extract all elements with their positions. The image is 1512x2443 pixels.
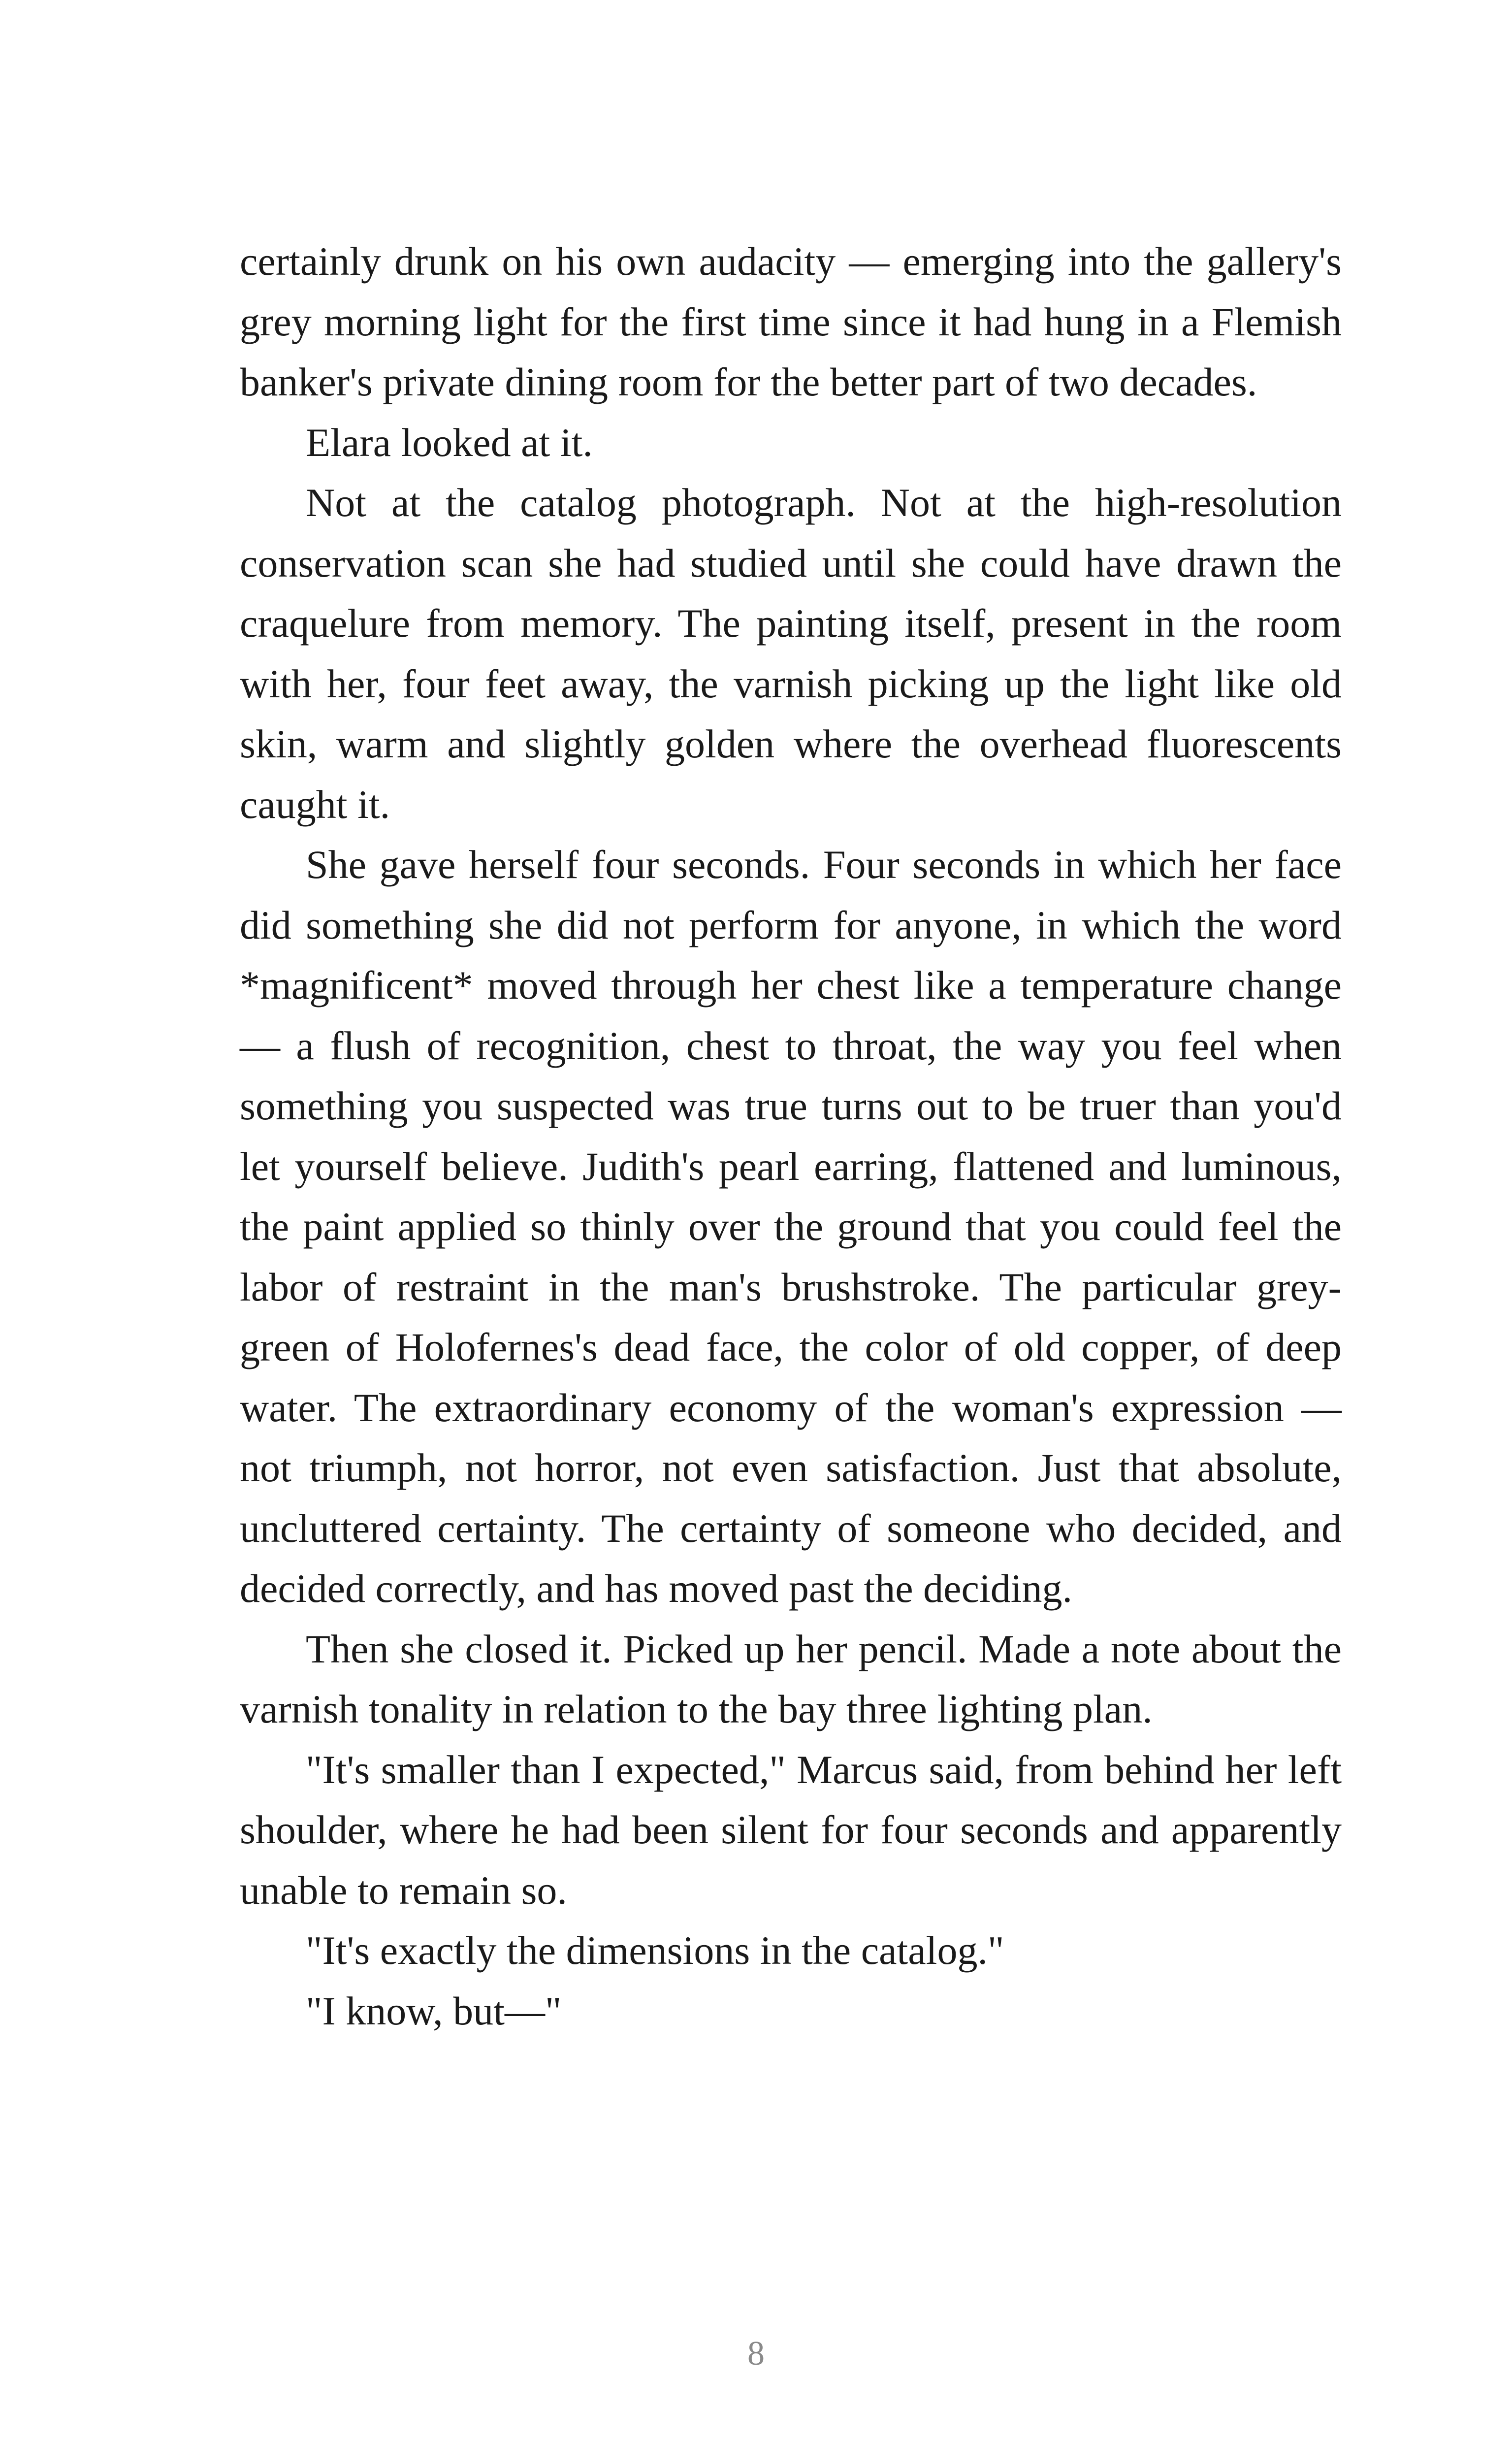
paragraph: She gave herself four seconds. Four seconds in which her face did something she did not perform for anyone, in which the word *magnificent* moved through her chest like a temperature change — a flush of recognition, chest to throat, the way you feel when something you suspected was true turns out to be truer than you'd let yourself believe. Judith's pearl earring, flattened and luminous, the paint applied so thinly over the ground that you could feel the labor of restraint in the man's brushstroke. The particular grey-green of Holofernes's dead face, the color of old copper, of deep water. The extraordinary economy of the woman's expression — not triumph, not horror, not even satisfaction. Just that absolute, uncluttered certainty. The certainty of someone who decided, and decided correctly, and has moved past the deciding. <box>240 842 1342 1611</box>
paragraph: Not at the catalog photograph. Not at the high-resolution conservation scan she had studied until she could have drawn the craquelure from memory. The painting itself, present in the room with her, four feet away, the varnish picking up the light like old skin, warm and slightly golden where the overhead fluorescents caught it. <box>240 480 1342 827</box>
paragraph: Elara looked at it. <box>306 420 593 465</box>
paragraph: "I know, but—" <box>306 1988 562 2033</box>
page-number: 8 <box>747 2335 765 2373</box>
paragraph: "It's smaller than I expected," Marcus said, from behind her left shoulder, where he had been silent for four seconds and apparently unable to remain so. <box>240 1747 1342 1913</box>
body-text <box>240 231 1342 2041</box>
paragraph: Then she closed it. Picked up her pencil. Made a note about the varnish tonality in relation to the bay three lighting plan. <box>240 1626 1342 1731</box>
paragraph: "It's exactly the dimensions in the catalog." <box>306 1928 1004 1973</box>
paragraph-continuation: certainly drunk on his own audacity — emerging into the gallery's grey morning light for the first time since it had hung in a Flemish banker's private dining room for the better part of two decades. <box>240 239 1342 404</box>
